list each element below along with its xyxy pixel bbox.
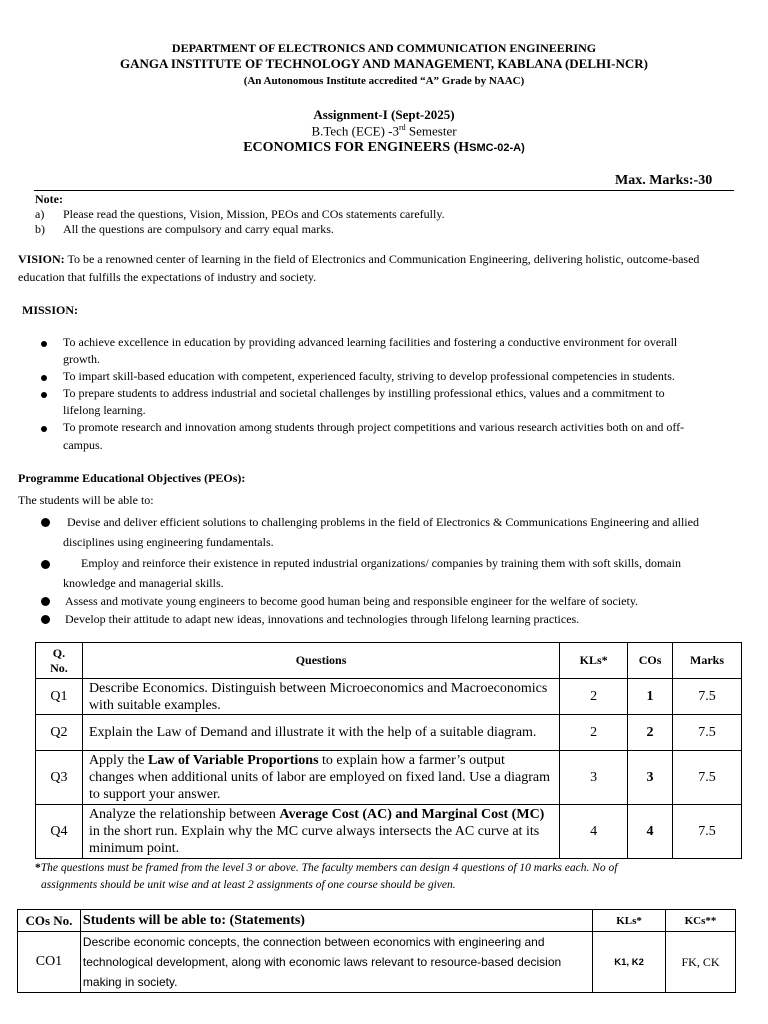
bullet-icon <box>41 341 47 347</box>
bullet-icon <box>41 518 50 527</box>
footnote-line-2: assignments should be unit wise and at least 2 assignments of one course should be given. <box>41 879 456 891</box>
question-text-bold: Law of Variable Proportions <box>148 753 319 768</box>
table-row <box>18 932 736 993</box>
question-text-bold: Average Cost (AC) and Marginal Cost (MC) <box>279 807 545 822</box>
mission-item-cont: lifelong learning. <box>63 403 146 417</box>
question-text <box>82 805 559 859</box>
question-marks: 7.5 <box>673 751 742 805</box>
cos-kls-header: KLs* <box>593 910 666 932</box>
question-text-plain: Apply the <box>88 753 149 768</box>
co-kls: K1, K2 <box>593 932 666 993</box>
bullet-icon <box>41 426 47 432</box>
peo-item: Assess and motivate young engineers to become good human being and responsible engineer for the welfare of society. <box>65 594 639 608</box>
note-item: Please read the questions, Vision, Mission, PEOs and COs statements carefully. <box>63 207 445 221</box>
course-name: ECONOMICS FOR ENGINEERS ( <box>243 140 459 155</box>
note-item-marker: b) <box>35 222 45 236</box>
footnote-text: The questions must be framed from the level 3 or above. The faculty members can design 4 questions of 10 marks each. No of <box>40 862 618 874</box>
question-text-plain: to explain how a farmer’s output changes when additional units of labor are employed on fixed land. Use a diagram to support your answer. <box>88 753 551 802</box>
question-text <box>82 751 559 805</box>
cos-table <box>17 909 736 993</box>
co-number: CO1 <box>18 932 81 993</box>
qno-header <box>36 643 83 679</box>
mission-item: To promote research and innovation among students through project competitions and various research activities both on and off- <box>63 420 685 434</box>
program-suffix: Semester <box>405 123 457 139</box>
course-code-h: H <box>458 140 470 155</box>
question-co: 2 <box>628 715 673 751</box>
question-number: Q1 <box>36 679 83 715</box>
question-co: 1 <box>628 679 673 715</box>
qno-header-line: Q. <box>52 645 66 660</box>
question-text-plain: in the short run. Explain why the MC curve always intersects the AC curve at its minimum point. <box>88 824 540 856</box>
note-item-marker: a) <box>35 207 45 221</box>
institute-title: GANGA INSTITUTE OF TECHNOLOGY AND MANAGEMENT, KABLANA (DELHI-NCR) <box>120 56 648 71</box>
questions-header: Questions <box>82 643 559 679</box>
footnote-star: * <box>35 862 41 874</box>
question-marks: 7.5 <box>673 805 742 859</box>
question-text <box>82 679 559 715</box>
peos-heading: Programme Educational Objectives (PEOs): <box>18 471 246 485</box>
question-kl: 2 <box>560 715 628 751</box>
vision-line-1 <box>18 252 748 267</box>
mission-item: To achieve excellence in education by providing advanced learning facilities and fostering a conductive environment for overall <box>63 335 678 349</box>
table-row <box>36 679 742 715</box>
kls-header: KLs* <box>560 643 628 679</box>
question-number: Q2 <box>36 715 83 751</box>
header-divider <box>34 190 734 191</box>
peo-item: Devise and deliver efficient solutions to challenging problems in the field of Electronics & Communications Engineering and allied <box>67 515 699 529</box>
table-row <box>36 805 742 859</box>
question-number: Q3 <box>36 751 83 805</box>
question-co: 4 <box>628 805 673 859</box>
assignment-title: Assignment-I (Sept-2025) <box>313 107 455 122</box>
vision-line-2: education that fulfills the expectations of industry and society. <box>18 270 317 284</box>
department-title: DEPARTMENT OF ELECTRONICS AND COMMUNICATION ENGINEERING <box>171 41 597 55</box>
program-line <box>0 123 768 139</box>
question-text-plain: Analyze the relationship between <box>88 807 280 822</box>
peo-item-cont: disciplines using engineering fundamentals. <box>63 535 274 549</box>
question-kl: 2 <box>560 679 628 715</box>
peo-item: Employ and reinforce their existence in reputed industrial organizations/ companies by training them with soft skills, domain <box>81 556 681 570</box>
table-row <box>36 715 742 751</box>
co-statement: Describe economic concepts, the connection between economics with engineering and technological development, along with economic laws relevant to resource-based decision making in society. <box>80 932 592 993</box>
bullet-icon <box>41 392 47 398</box>
program-prefix: B.Tech (ECE) -3 <box>311 123 399 139</box>
question-text-plain: Explain the Law of Demand and illustrate it with the help of a suitable diagram. <box>88 725 537 740</box>
question-number: Q4 <box>36 805 83 859</box>
mission-item: To prepare students to address industrial and societal challenges by instilling professional ethics, values and a commitment to <box>63 386 665 400</box>
bullet-icon <box>41 615 50 624</box>
course-code: SMC-02-A) <box>469 142 525 154</box>
marks-header: Marks <box>673 643 742 679</box>
note-label: Note: <box>35 192 63 206</box>
mission-label: MISSION: <box>22 303 79 317</box>
bullet-icon <box>41 597 50 606</box>
cos-header-row <box>18 910 736 932</box>
footnote-line-1 <box>35 860 735 877</box>
question-marks: 7.5 <box>673 679 742 715</box>
cos-no-header: COs No. <box>18 910 81 932</box>
note-item: All the questions are compulsory and carry equal marks. <box>63 222 334 236</box>
question-co: 3 <box>628 751 673 805</box>
accreditation-line: (An Autonomous Institute accredited “A” Grade by NAAC) <box>243 75 525 87</box>
vision-text: To be a renowned center of learning in the field of Electronics and Communication Engineering, delivering holistic, outcome-based <box>64 252 700 266</box>
co-kcs: FK, CK <box>666 932 736 993</box>
question-text <box>82 715 559 751</box>
course-title <box>0 140 768 156</box>
questions-table <box>35 642 742 859</box>
vision-label: VISION: <box>18 252 65 266</box>
peo-item: Develop their attitude to adapt new ideas, innovations and technologies through lifelong learning practices. <box>65 612 580 626</box>
cos-header: COs <box>628 643 673 679</box>
question-kl: 3 <box>560 751 628 805</box>
mission-item-cont: growth. <box>63 352 100 366</box>
question-marks: 7.5 <box>673 715 742 751</box>
question-text-plain: Describe Economics. Distinguish between Microeconomics and Macroeconomics with suitable examples. <box>88 680 548 713</box>
max-marks: Max. Marks:-30 <box>615 173 713 188</box>
program-sup: rd <box>398 123 406 132</box>
bullet-icon <box>41 560 50 569</box>
peo-item-cont: knowledge and managerial skills. <box>63 576 224 590</box>
mission-item-cont: campus. <box>63 438 103 452</box>
cos-statement-header: Students will be able to: (Statements) <box>80 910 592 932</box>
table-row <box>36 751 742 805</box>
cos-kcs-header: KCs** <box>666 910 736 932</box>
qno-header-line: No. <box>50 660 68 675</box>
bullet-icon <box>41 375 47 381</box>
peos-intro: The students will be able to: <box>18 493 154 507</box>
question-kl: 4 <box>560 805 628 859</box>
mission-item: To impart skill-based education with competent, experienced faculty, striving to develop professional competencies in students. <box>63 369 675 383</box>
questions-header-row <box>36 643 742 679</box>
